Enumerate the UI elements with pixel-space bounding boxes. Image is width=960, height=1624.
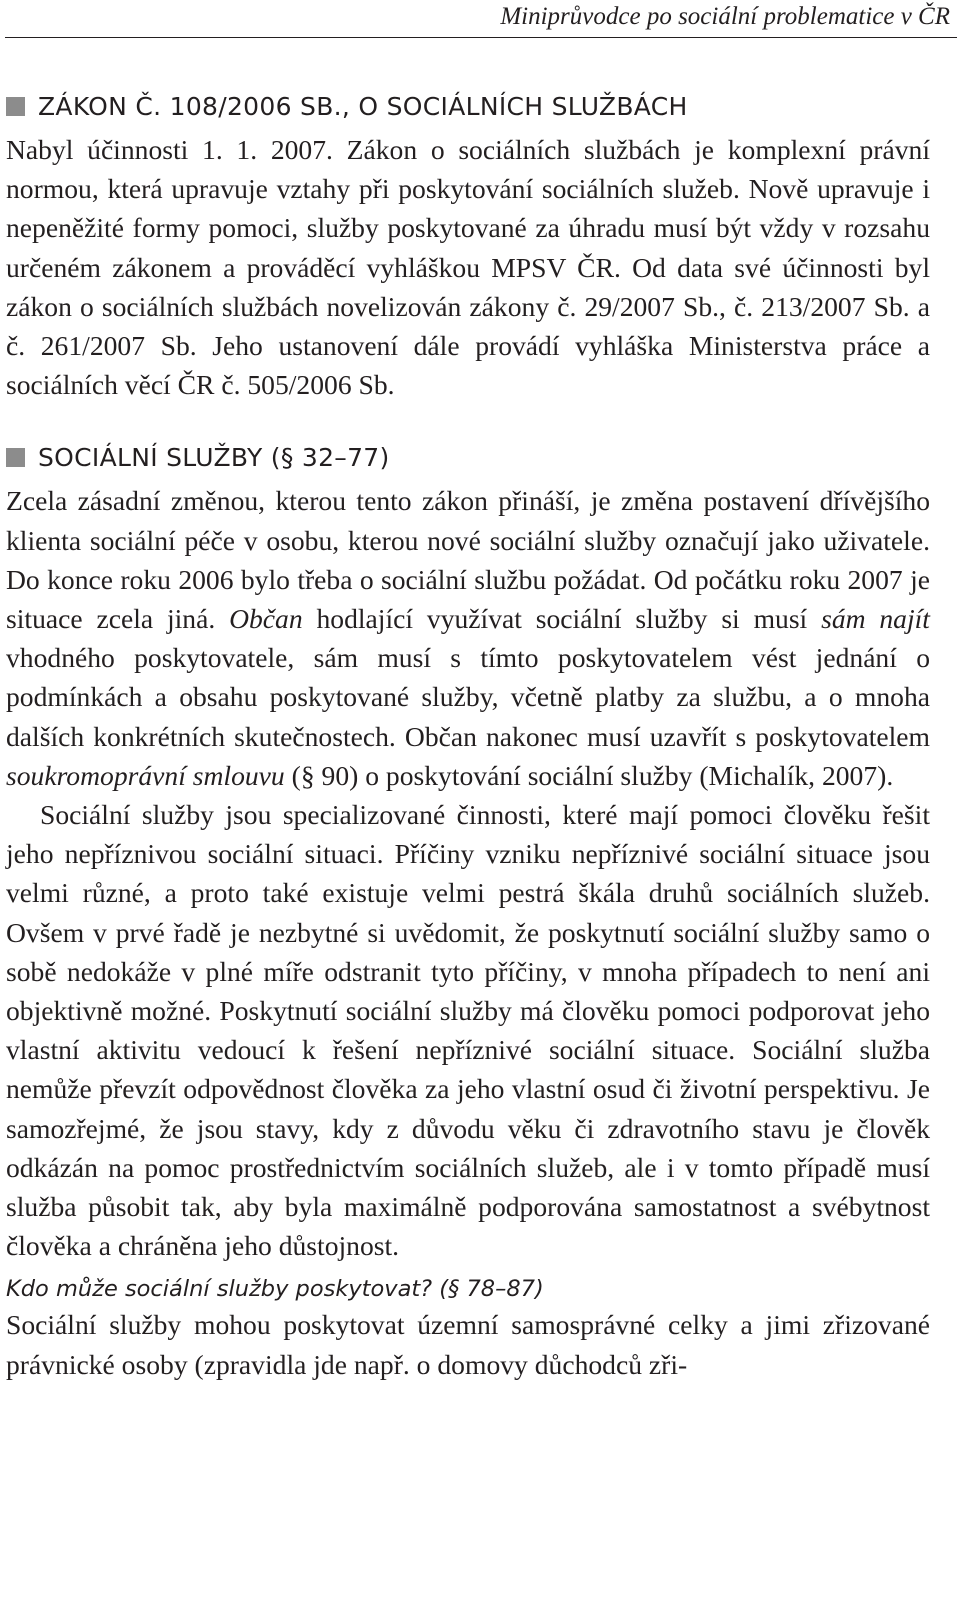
- paragraph-zmena-postaveni: Zcela zásadní změnou, kterou tento zákon přináší, je změna postavení dřívějšího klienta sociální péče v osobu, kterou nové sociální služby označují jako uživatele. Do konce roku 2006 bylo třeba o sociální službu požádat. Od počátku roku 2007 je situace zcela jiná. Občan hodlající využívat sociální služby si musí sám najít vhodného poskytovatele, sám musí s tímto poskytovatelem vést jednání o podmínkách a obsahu poskytované služby, včetně platby za službu, a o mnoha dalších konkrétních skutečnostech. Občan nakonec musí uzavřít s poskytovatelem soukromoprávní smlouvu (§ 90) o poskytování sociální služby (Michalík, 2007).: [6, 485, 930, 791]
- paragraph-poskytovatele: Sociální služby mohou poskytovat územní samosprávné celky a jimi zřizované právnické osoby (zpravidla jde např. o domovy důchodců zři-: [6, 1309, 930, 1380]
- paragraph-zakon: Nabyl účinnosti 1. 1. 2007. Zákon o sociálních službách je komplexní právní normou, která upravuje vztahy při poskytování sociálních služeb. Nově upravuje i nepeněžité formy pomoci, služby poskytované za úhradu musí být vždy v rozsahu určeném zákonem a prováděcí vyhláškou MPSV ČR. Od data své účinnosti byl zákon o sociálních službách novelizován zákony č. 29/2007 Sb., č. 213/2007 Sb. a č. 261/2007 Sb. Jeho ustanovení dále provádí vyhláška Ministerstva práce a sociálních věcí ČR č. 505/2006 Sb.: [6, 134, 930, 401]
- page-body: [6, 90, 930, 1384]
- section-heading-text: SOCIÁLNÍ SLUŽBY (§ 32–77): [38, 443, 390, 473]
- emphasis-smlouva: soukromoprávní smlouvu: [6, 759, 285, 791]
- paragraph-specializovane-cinnosti: Sociální služby jsou specializované činnosti, které mají pomoci člověku řešit jeho nepříznivou sociální situaci. Příčiny vzniku nepříznivé sociální situace jsou velmi různé, a proto také existuje velmi pestrá škála druhů sociálních služeb. Ovšem v prvé řadě je nezbytné si uvědomit, že poskytnutí sociální služby samo o sobě nedokáže v plné míře odstranit tyto příčiny, v mnoha případech to není ani objektivně možné. Poskytnutí sociální služby má člověku pomoci podporovat jeho vlastní aktivitu vedoucí k řešení nepříznivé sociální situace. Sociální služba nemůže převzít odpovědnost člověka za jeho vlastní osud či životní perspektivu. Je samozřejmé, že jsou stavy, kdy z důvodu věku či zdravotního stavu je člověk odkázán na pomoc prostřednictvím sociálních služeb, ale i v tomto případě musí služba působit tak, aby byla maximálně podporována samostatnost a svébytnost člověka a chráněna jeho důstojnost.: [6, 799, 930, 1262]
- section-heading-text: ZÁKON Č. 108/2006 SB., O SOCIÁLNÍCH SLUŽBÁCH: [38, 92, 688, 121]
- header-rule: [5, 37, 957, 38]
- emphasis-obcan: Občan: [229, 603, 303, 635]
- section-heading-socialni-sluzby: [6, 441, 930, 481]
- grey-square-bullet-icon: [6, 448, 25, 467]
- emphasis-sam-najit: sám najít: [821, 603, 930, 635]
- subsection-heading: Kdo může sociální služby poskytovat? (§ 78–87): [6, 1276, 544, 1303]
- section-heading-zakon: [6, 90, 930, 130]
- running-head: Miniprůvodce po sociální problematice v ČR: [500, 3, 950, 30]
- grey-square-bullet-icon: [6, 97, 25, 116]
